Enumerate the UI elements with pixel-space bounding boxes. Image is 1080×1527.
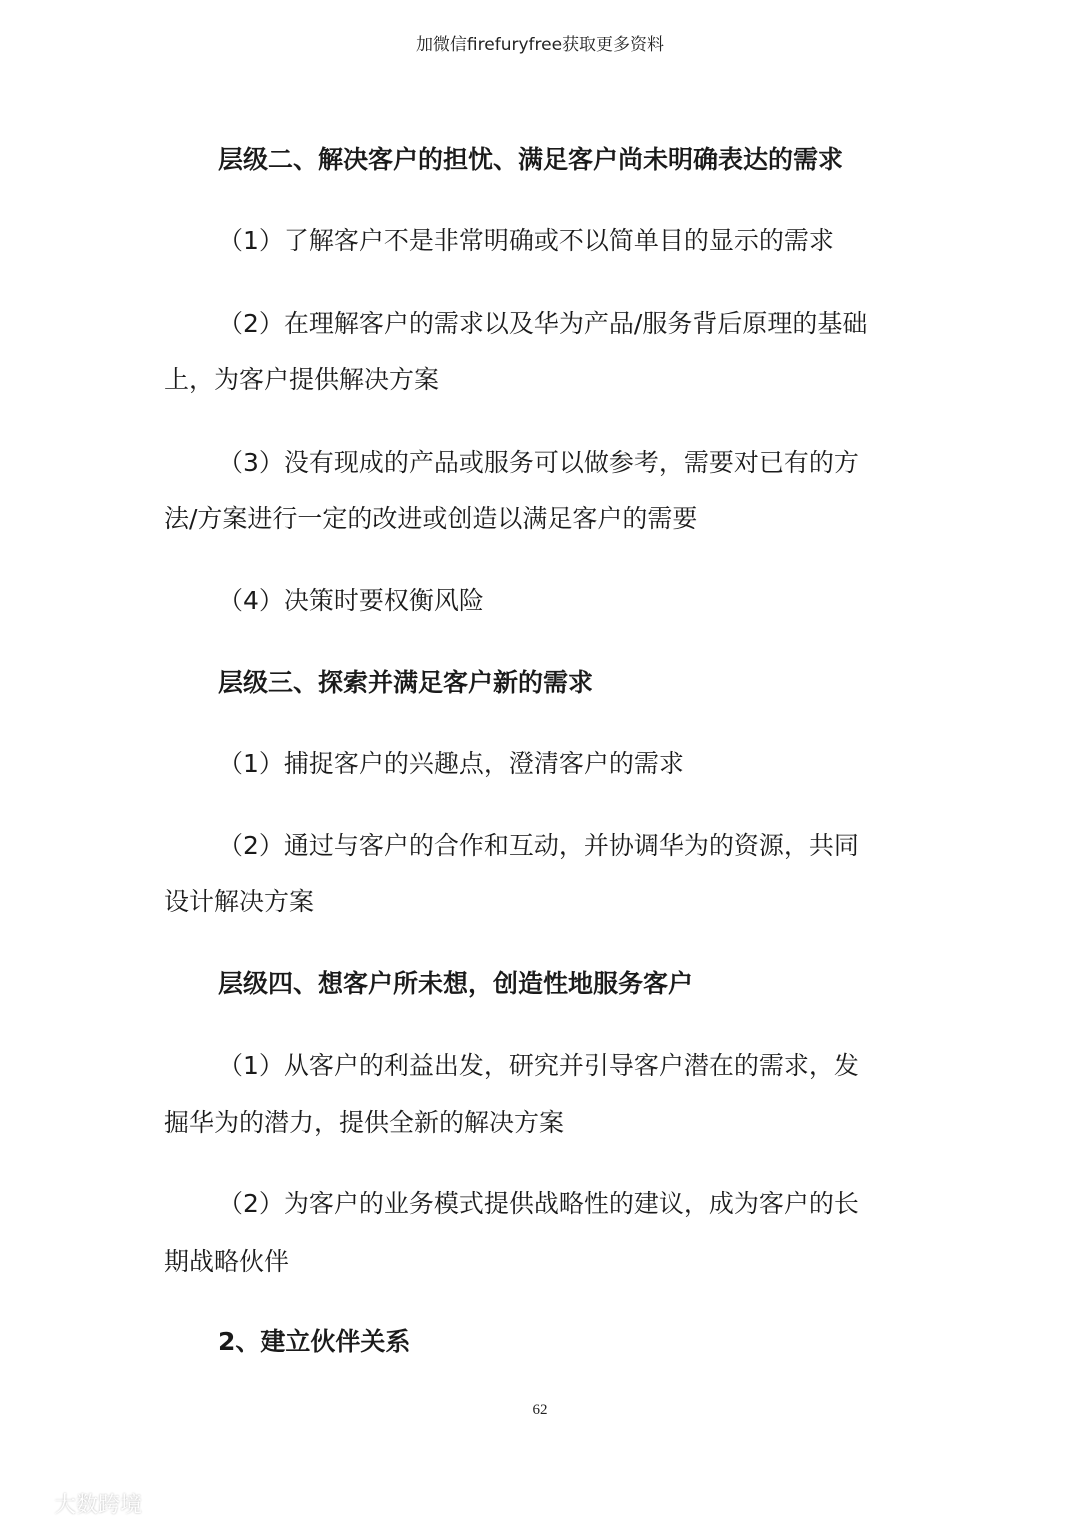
level2-item1: （1）了解客户不是非常明确或不以简单目的显示的需求 (218, 226, 834, 255)
level4-heading: 层级四、想客户所未想，创造性地服务客户 (218, 969, 694, 998)
level3-item2-line1: （2）通过与客户的合作和互动，并协调华为的资源，共同 (218, 831, 859, 860)
watermark-text: 大数跨境 (54, 1493, 143, 1518)
level2-item3-line2: 法/方案进行一定的改进或创造以满足客户的需要 (164, 504, 698, 533)
weibo-logo-icon (14, 1491, 48, 1517)
level4-item2-line1: （2）为客户的业务模式提供战略性的建议，成为客户的长 (218, 1189, 859, 1218)
header-note: 加微信firefuryfree获取更多资料 (415, 35, 665, 55)
level3-item2-line2: 设计解决方案 (164, 887, 315, 916)
level2-item3-line1: （3）没有现成的产品或服务可以做参考，需要对已有的方 (218, 448, 859, 477)
watermark (14, 1488, 142, 1519)
level3-item1: （1）捕捉客户的兴趣点，澄清客户的需求 (218, 749, 684, 778)
level2-item4: （4）决策时要权衡风险 (218, 586, 484, 615)
level2-item2-line2: 上，为客户提供解决方案 (164, 365, 440, 394)
level4-item1-line2: 掘华为的潜力，提供全新的解决方案 (164, 1108, 565, 1137)
level4-item1-line1: （1）从客户的利益出发，研究并引导客户潜在的需求，发 (218, 1051, 859, 1080)
page-number: 62 (532, 1402, 548, 1418)
level4-item2-line2: 期战略伙伴 (164, 1247, 290, 1276)
level2-heading: 层级二、解决客户的担忧、满足客户尚未明确表达的需求 (218, 145, 844, 174)
section2-heading: 2、建立伙伴关系 (218, 1327, 411, 1356)
level2-item2-line1: （2）在理解客户的需求以及华为产品/服务背后原理的基础 (218, 309, 868, 338)
level3-heading: 层级三、探索并满足客户新的需求 (218, 668, 594, 697)
